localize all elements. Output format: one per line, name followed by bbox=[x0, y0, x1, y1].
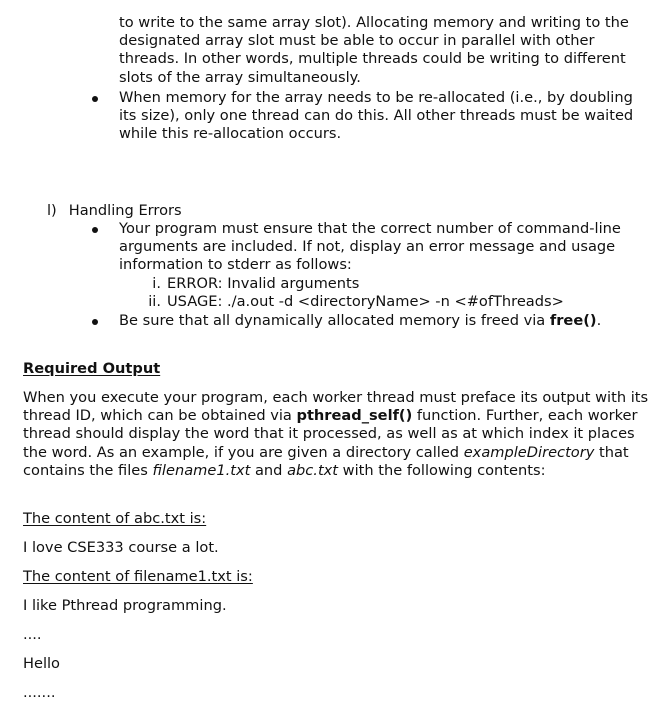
text-run: function. Further, each worker thread should display the word that it processed, as well as at which index it places the word. As an example, if you are given a directory called bbox=[23, 407, 638, 461]
text-run: . bbox=[596, 312, 602, 329]
filename1-label: The content of filename1.txt is: bbox=[23, 568, 253, 585]
bullet-dot bbox=[92, 319, 98, 325]
code-pthread-self: pthread_self() bbox=[296, 407, 413, 425]
required-output-paragraph bbox=[23, 389, 651, 480]
text-run: with the following contents: bbox=[338, 461, 546, 479]
hello-text: Hello bbox=[23, 655, 60, 672]
section-marker: l) bbox=[47, 202, 57, 219]
abc-label: The content of abc.txt is: bbox=[23, 510, 207, 527]
sub-item-number: i. bbox=[152, 275, 161, 292]
sub-item-text: USAGE: ./a.out -d <directoryName> -n <#ofThreads> bbox=[167, 293, 564, 310]
ellipsis-1: .... bbox=[23, 626, 42, 643]
example-directory-name: exampleDirectory bbox=[463, 443, 595, 461]
bullet-free-memory-text bbox=[119, 312, 639, 330]
filename1-name: filename1.txt bbox=[152, 461, 251, 479]
bullet-continuation: to write to the same array slot). Allocating memory and writing to the designated array slot must be able to occur in parallel with other threads. In other words, multiple threads could be writing to different slots of the array simultaneously. bbox=[119, 14, 629, 86]
bullet-dot bbox=[92, 96, 98, 102]
text-run: When you execute your program, each worker thread must preface its output with its thread ID, which can be obtained via bbox=[23, 389, 649, 425]
text-run: that contains the files bbox=[23, 443, 629, 479]
text-run: Be sure that all dynamically allocated memory is freed via bbox=[119, 312, 550, 329]
sub-item-error bbox=[137, 275, 359, 293]
sub-item-number: ii. bbox=[148, 293, 161, 310]
bullet-argument-check-text: Your program must ensure that the correct number of command-line arguments are included. If not, display an error message and usage information to stderr as follows: bbox=[119, 220, 621, 274]
abc-name: abc.txt bbox=[287, 461, 339, 479]
sub-item-text: ERROR: Invalid arguments bbox=[167, 275, 360, 292]
section-title: Handling Errors bbox=[68, 202, 182, 219]
sub-item-usage bbox=[137, 293, 564, 311]
required-output-heading: Required Output bbox=[23, 360, 161, 377]
abc-content: I love CSE333 course a lot. bbox=[23, 539, 219, 556]
section-heading-handling-errors bbox=[47, 202, 182, 220]
bullet-realloc-text: When memory for the array needs to be re-allocated (i.e., by doubling its size), only one thread can do this. All other threads must be waited while this re-allocation occurs. bbox=[119, 89, 634, 143]
filename1-content: I like Pthread programming. bbox=[23, 597, 227, 614]
code-free: free() bbox=[549, 312, 597, 329]
bullet-dot bbox=[92, 227, 98, 233]
text-run: and bbox=[250, 461, 288, 479]
ellipsis-2: ....... bbox=[23, 684, 56, 701]
